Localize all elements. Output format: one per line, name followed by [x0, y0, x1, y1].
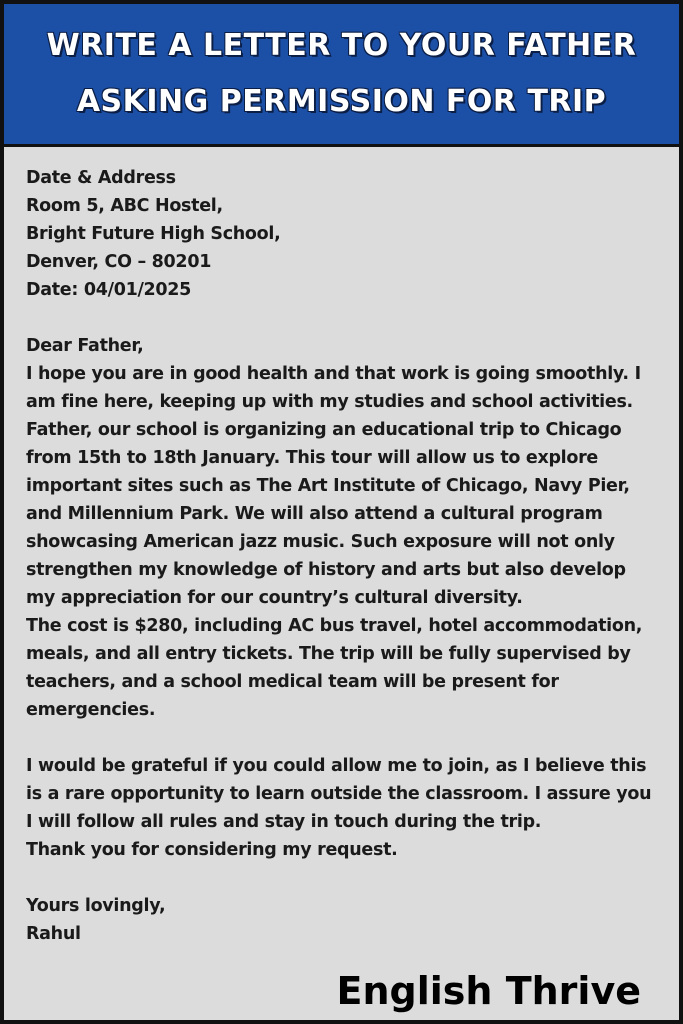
paragraph-1-line: and Millennium Park. We will also attend a cultural program [26, 504, 603, 524]
paragraph-1-line: showcasing American jazz music. Such exposure will not only [26, 532, 615, 552]
title-line-2: ASKING PERMISSION FOR TRIP [76, 84, 607, 119]
paragraph-2-line: The cost is $280, including AC bus travel, hotel accommodation, [26, 616, 643, 636]
paragraph-3-line: is a rare opportunity to learn outside the classroom. I assure you [26, 784, 652, 804]
paragraph-2-line: meals, and all entry tickets. The trip will be fully supervised by [26, 644, 631, 664]
title-banner [4, 4, 679, 147]
letter-date: Date: 04/01/2025 [26, 280, 192, 300]
paragraph-2-line: emergencies. [26, 700, 156, 720]
paragraph-1-line: strengthen my knowledge of history and arts but also develop [26, 560, 626, 580]
address-line-2: Bright Future High School, [26, 224, 281, 244]
paragraph-1-line: am fine here, keeping up with my studies and school activities. [26, 392, 633, 412]
letter-body [26, 164, 666, 948]
brand-watermark: English Thrive [336, 969, 641, 1013]
address-line-1: Room 5, ABC Hostel, [26, 196, 223, 216]
salutation: Dear Father, [26, 336, 144, 356]
title-line-1: WRITE A LETTER TO YOUR FATHER [46, 28, 637, 63]
signature: Rahul [26, 924, 81, 944]
paragraph-2-line: teachers, and a school medical team will be present for [26, 672, 559, 692]
paragraph-1-line: important sites such as The Art Institute of Chicago, Navy Pier, [26, 476, 630, 496]
paragraph-3-line: Thank you for considering my request. [26, 840, 398, 860]
address-line-3: Denver, CO – 80201 [26, 252, 212, 272]
address-heading: Date & Address [26, 168, 176, 188]
paragraph-3-line: I will follow all rules and stay in touch during the trip. [26, 812, 542, 832]
paragraph-3-line: I would be grateful if you could allow me to join, as I believe this [26, 756, 647, 776]
paragraph-1-line: from 15th to 18th January. This tour will allow us to explore [26, 448, 599, 468]
paragraph-1-line: Father, our school is organizing an educational trip to Chicago [26, 420, 622, 440]
paragraph-1-line: I hope you are in good health and that work is going smoothly. I [26, 364, 641, 384]
closing: Yours lovingly, [26, 896, 166, 916]
paragraph-1-line: my appreciation for our country’s cultural diversity. [26, 588, 523, 608]
